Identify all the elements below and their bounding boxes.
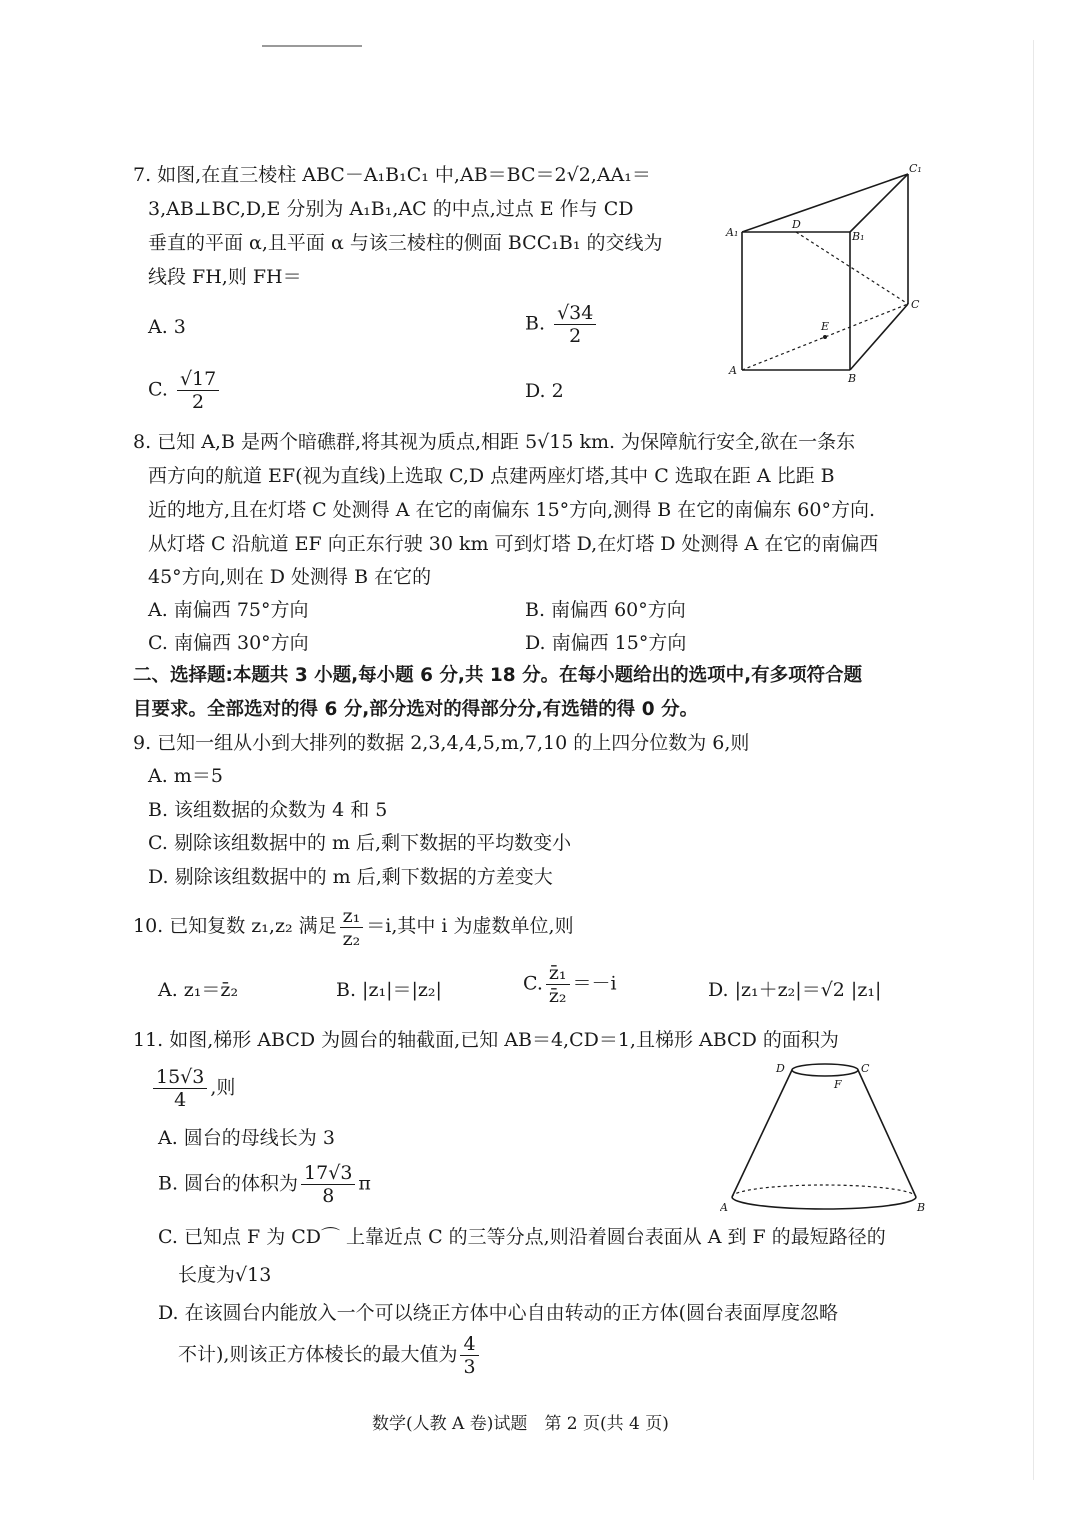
section-2-line-1: 二、选择题:本题共 3 小题,每小题 6 分,共 18 分。在每小题给出的选项中,有多项符合题 (133, 665, 863, 686)
q7-option-a: A. 3 (148, 316, 186, 338)
q11-stem-line-2 (150, 1066, 235, 1111)
q9-option-c: C. 剔除该组数据中的 m 后,剩下数据的平均数变小 (148, 832, 572, 854)
label-b1: B₁ (852, 230, 865, 243)
q8-stem-line-4: 从灯塔 C 沿航道 EF 向正东行驶 30 km 可到灯塔 D,在灯塔 D 处测得 A 在它的南偏西 (148, 533, 879, 555)
q7-stem-line-1: 7. 如图,在直三棱柱 ABC－A₁B₁C₁ 中,AB＝BC＝2√2,AA₁＝ (133, 164, 651, 186)
q8-option-a: A. 南偏西 75°方向 (148, 599, 309, 621)
q10-option-c-label: C. (523, 972, 543, 995)
q9-stem: 9. 已知一组从小到大排列的数据 2,3,4,4,5,m,7,10 的上四分位数为 6,则 (133, 732, 750, 754)
q7-option-b (525, 302, 599, 347)
q7-option-b-label: B. (525, 312, 546, 335)
q11-option-d-numerator: 4 (460, 1333, 478, 1356)
label-b: B (848, 372, 857, 385)
q7-option-c-denominator: 2 (192, 391, 205, 413)
bottom-arc-front (732, 1197, 916, 1209)
q7-option-c-fraction (177, 368, 219, 413)
q7-option-c-numerator: √17 (177, 368, 219, 391)
q10-option-c-denominator: z̄₂ (548, 985, 567, 1007)
q7-option-b-denominator: 2 (569, 325, 582, 347)
q10-option-c-fraction (546, 962, 570, 1007)
scan-mark (262, 45, 362, 47)
q7-stem-line-2: 3,AB⊥BC,D,E 分别为 A₁B₁,AC 的中点,过点 E 作与 CD (148, 198, 634, 220)
q11-area-suffix: ,则 (210, 1076, 236, 1099)
label-e: E (821, 320, 830, 333)
q10-stem-fraction (340, 905, 364, 950)
q10-stem-suffix: ＝i,其中 i 为虚数单位,则 (366, 915, 574, 937)
q8-option-d: D. 南偏西 15°方向 (525, 632, 687, 654)
q11-option-b-numerator: 17√3 (301, 1162, 355, 1185)
q10-option-c (523, 962, 617, 1007)
q11-option-d-denominator: 3 (463, 1356, 476, 1378)
q8-stem-line-2: 西方向的航道 EF(视为直线)上选取 C,D 点建两座灯塔,其中 C 选取在距 A 比距 B (148, 465, 835, 487)
label-a: A (729, 364, 737, 377)
q11-area-fraction (153, 1066, 207, 1111)
q7-stem-line-4: 线段 FH,则 FH＝ (148, 266, 302, 288)
q10-stem-numerator: z₁ (340, 905, 364, 928)
q8-stem-line-3: 近的地方,且在灯塔 C 处测得 A 在它的南偏东 15°方向,测得 B 在它的南偏东 60°方向. (148, 499, 876, 521)
section-2-line-2: 目要求。全部选对的得 6 分,部分选对的得部分分,有选错的得 0 分。 (133, 699, 699, 720)
q11-option-b-fraction (301, 1162, 355, 1207)
q11-option-b-prefix: B. 圆台的体积为 (158, 1172, 299, 1195)
q8-option-c: C. 南偏西 30°方向 (148, 632, 309, 654)
q9-option-a: A. m＝5 (148, 765, 223, 787)
q11-option-b-suffix: π (358, 1172, 371, 1195)
label-b: B (917, 1201, 926, 1214)
q10-option-c-suffix: ＝－i (572, 972, 617, 995)
q7-prism-figure (720, 150, 940, 390)
q11-area-denominator: 4 (174, 1089, 187, 1111)
q10-stem (133, 901, 574, 951)
q10-option-c-numerator: z̄₁ (546, 962, 570, 985)
q11-option-c-line-1: C. 已知点 F 为 CD⌒ 上靠近点 C 的三等分点,则沿着圆台表面从 A 到 F 的最短路径的 (158, 1226, 886, 1248)
label-c: C (911, 298, 920, 311)
q10-stem-prefix: 10. 已知复数 z₁,z₂ 满足 (133, 915, 337, 937)
top-circle (792, 1064, 858, 1076)
q11-option-a: A. 圆台的母线长为 3 (158, 1127, 335, 1149)
q10-option-b: B. |z₁|＝|z₂| (336, 979, 442, 1001)
q11-option-d-line-1: D. 在该圆台内能放入一个可以绕正方体中心自由转动的正方体(圆台表面厚度忽略 (158, 1302, 839, 1324)
q11-option-b-denominator: 8 (322, 1185, 335, 1207)
edge-bc (850, 304, 908, 370)
q7-stem-line-3: 垂直的平面 α,且平面 α 与该三棱柱的侧面 BCC₁B₁ 的交线为 (148, 232, 663, 254)
q7-option-c-label: C. (148, 378, 168, 401)
generatrix-cb (858, 1070, 916, 1197)
q8-option-b: B. 南偏西 60°方向 (525, 599, 686, 621)
q11-option-d-line-2 (178, 1333, 482, 1378)
label-f: F (834, 1078, 842, 1091)
q10-option-d: D. |z₁＋z₂|＝√2 |z₁| (708, 979, 882, 1001)
generatrix-da (732, 1070, 792, 1197)
q11-option-c-line-2: 长度为√13 (178, 1264, 272, 1286)
q8-stem-line-1: 8. 已知 A,B 是两个暗礁群,将其视为质点,相距 5√15 km. 为保障航行安全,欲在一条东 (133, 431, 856, 453)
q7-option-b-fraction (554, 302, 596, 347)
q7-option-b-numerator: √34 (554, 302, 596, 325)
q11-stem-line-1: 11. 如图,梯形 ABCD 为圆台的轴截面,已知 AB＝4,CD＝1,且梯形 ABCD 的面积为 (133, 1029, 839, 1051)
q11-option-d-prefix: 不计),则该正方体棱长的最大值为 (178, 1343, 458, 1366)
point-e (823, 335, 827, 339)
q9-option-d: D. 剔除该组数据中的 m 后,剩下数据的方差变大 (148, 866, 553, 888)
page-footer: 数学(人教 A 卷)试题 第 2 页(共 4 页) (372, 1414, 669, 1434)
q10-stem-denominator: z₂ (342, 927, 361, 950)
edge-b1c1 (850, 174, 908, 232)
q11-option-b (158, 1162, 371, 1207)
q11-area-numerator: 15√3 (153, 1066, 207, 1089)
q7-option-c (148, 368, 222, 413)
q7-option-d: D. 2 (525, 380, 564, 402)
q8-stem-line-5: 45°方向,则在 D 处测得 B 在它的 (148, 566, 432, 588)
label-d: D (776, 1062, 785, 1075)
q9-option-b: B. 该组数据的众数为 4 和 5 (148, 799, 388, 821)
edge-a1c1 (742, 174, 908, 232)
label-c1: C₁ (909, 162, 922, 175)
label-c: C (861, 1062, 870, 1075)
label-a1: A₁ (726, 226, 739, 239)
bottom-arc-back (732, 1185, 916, 1197)
q11-option-d-fraction (460, 1333, 478, 1378)
scan-edge (1033, 40, 1034, 1480)
q11-frustum-figure (720, 1055, 930, 1215)
label-d: D (792, 218, 801, 231)
label-a: A (720, 1201, 728, 1214)
q10-option-a: A. z₁＝z̄₂ (158, 979, 239, 1001)
